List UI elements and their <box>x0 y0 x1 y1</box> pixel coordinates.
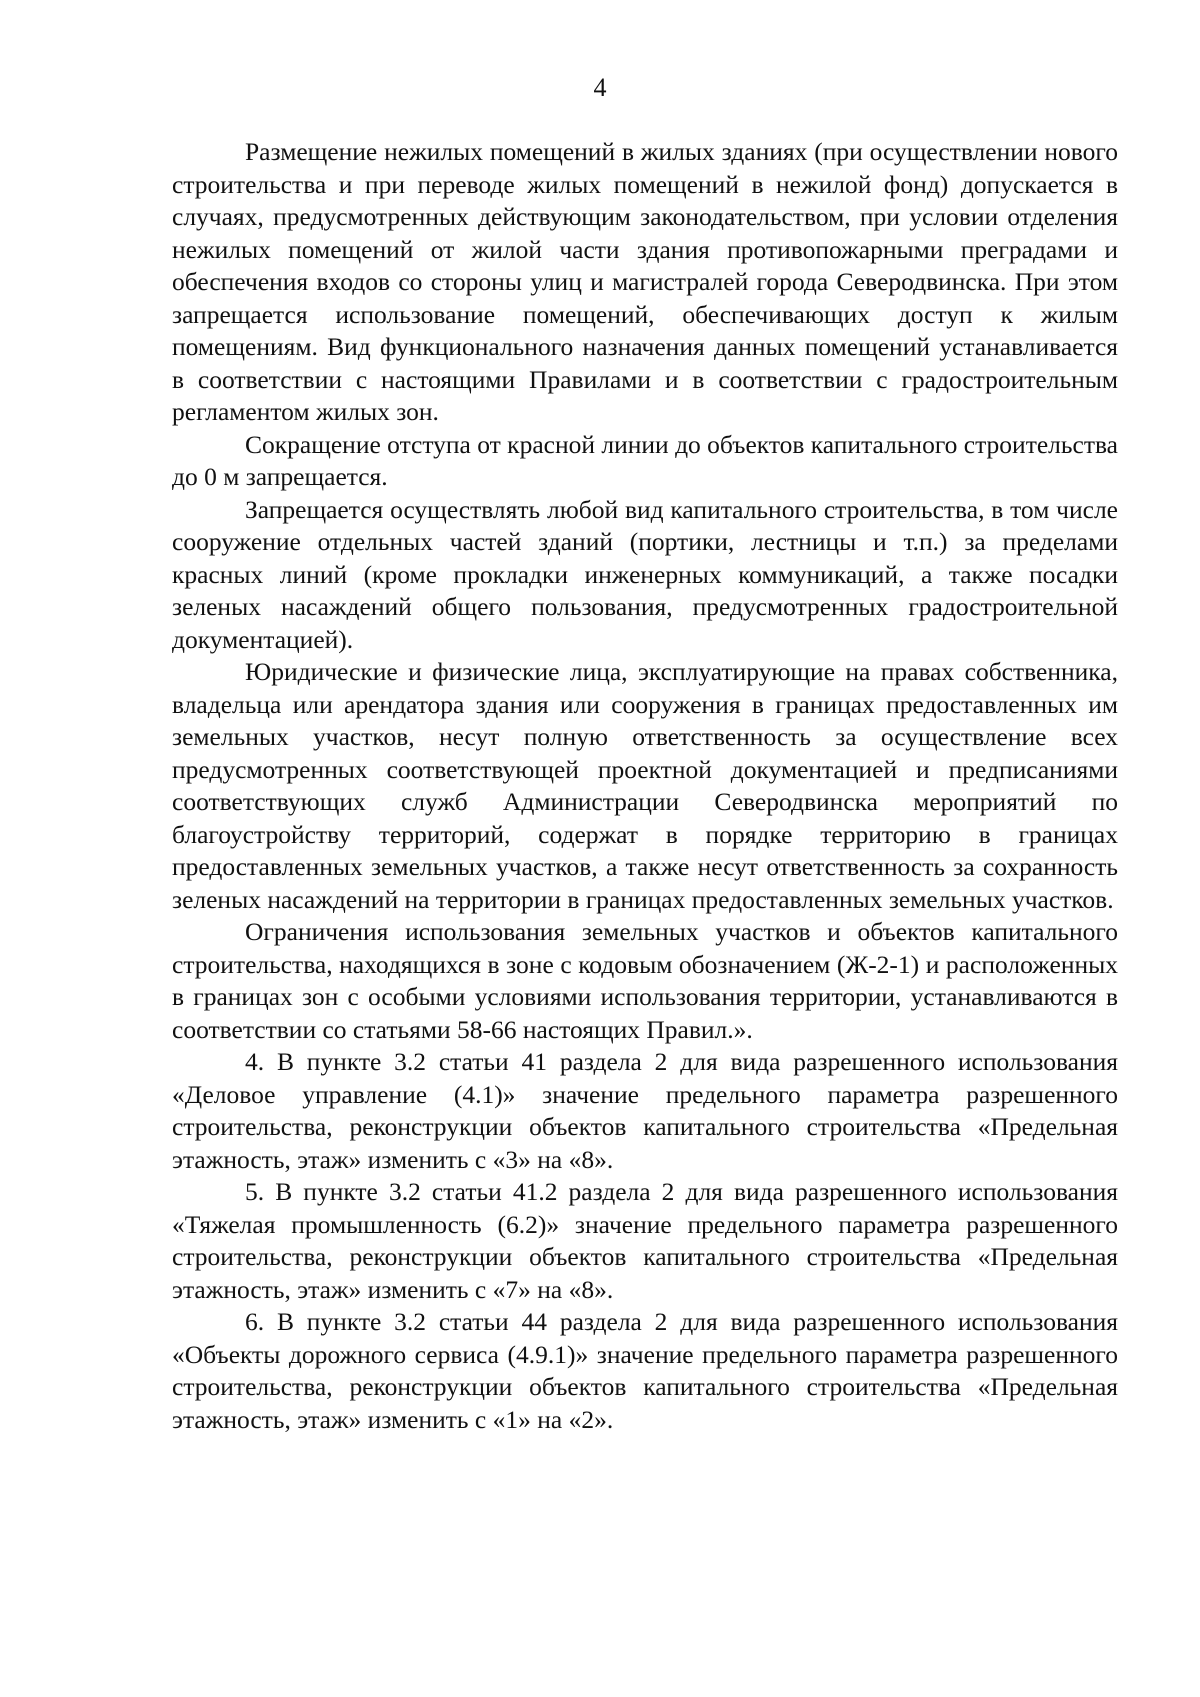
paragraph-red-line-setback: Сокращение отступа от красной линии до объектов капитального строительства до 0 м запрещается. <box>172 429 1118 491</box>
paragraph-item-6: 6. В пункте 3.2 статьи 44 раздела 2 для вида разрешенного использования «Объекты дорожного сервиса (4.9.1)» значение предельного параметра разрешенного строительства, реконструкции объектов капитального строительства «Предельная этажность, этаж» изменить с «1» на «2». <box>172 1307 1118 1434</box>
paragraph-item-4: 4. В пункте 3.2 статьи 41 раздела 2 для вида разрешенного использования «Деловое управление (4.1)» значение предельного параметра разрешенного строительства, реконструкции объектов капитального строительства «Предельная этажность, этаж» изменить с «3» на «8». <box>172 1047 1118 1174</box>
paragraph-construction-prohibition: Запрещается осуществлять любой вид капитального строительства, в том числе сооружение отдельных частей зданий (портики, лестницы и т.п.) за пределами красных линий (кроме прокладки инженерных коммуникаций, а также посадки зеленых насаждений общего пользования, предусмотренных градостроительной документацией). <box>172 494 1118 654</box>
paragraph-item-5: 5. В пункте 3.2 статьи 41.2 раздела 2 для вида разрешенного использования «Тяжелая промышленность (6.2)» значение предельного параметра разрешенного строительства, реконструкции объектов капитального строительства «Предельная этажность, этаж» изменить с «7» на «8». <box>172 1177 1118 1304</box>
document-body <box>172 136 1118 1436</box>
paragraph-responsibility: Юридические и физические лица, эксплуатирующие на правах собственника, владельца или арендатора здания или сооружения в границах предоставленных им земельных участков, несут полную ответственность за осуществление всех предусмотренных соответствующей проектной документацией и предписаниями соответствующих служб Администрации Северодвинска мероприятий по благоустройству территорий, содержат в порядке территорию в границах предоставленных земельных участков, а также несут ответственность за сохранность зеленых насаждений на территории в границах предоставленных земельных участков. <box>172 657 1118 914</box>
paragraph-nonresidential-premises: Размещение нежилых помещений в жилых зданиях (при осуществлении нового строительства и при переводе жилых помещений в нежилой фонд) допускается в случаях, предусмотренных действующим законодательством, при условии отделения нежилых помещений от жилой части здания противопожарными преградами и обеспечения входов со стороны улиц и магистралей города Северодвинска. При этом запрещается использование помещений, обеспечивающих доступ к жилым помещениям. Вид функционального назначения данных помещений устанавливается в соответствии с настоящими Правилами и в соответствии с градостроительным регламентом жилых зон. <box>172 137 1118 426</box>
page-number: 4 <box>593 73 607 102</box>
paragraph-land-use-restrictions: Ограничения использования земельных участков и объектов капитального строительства, находящихся в зоне с кодовым обозначением (Ж-2-1) и расположенных в границах зон с особыми условиями использования территории, устанавливаются в соответствии со статьями 58-66 настоящих Правил.». <box>172 917 1118 1044</box>
